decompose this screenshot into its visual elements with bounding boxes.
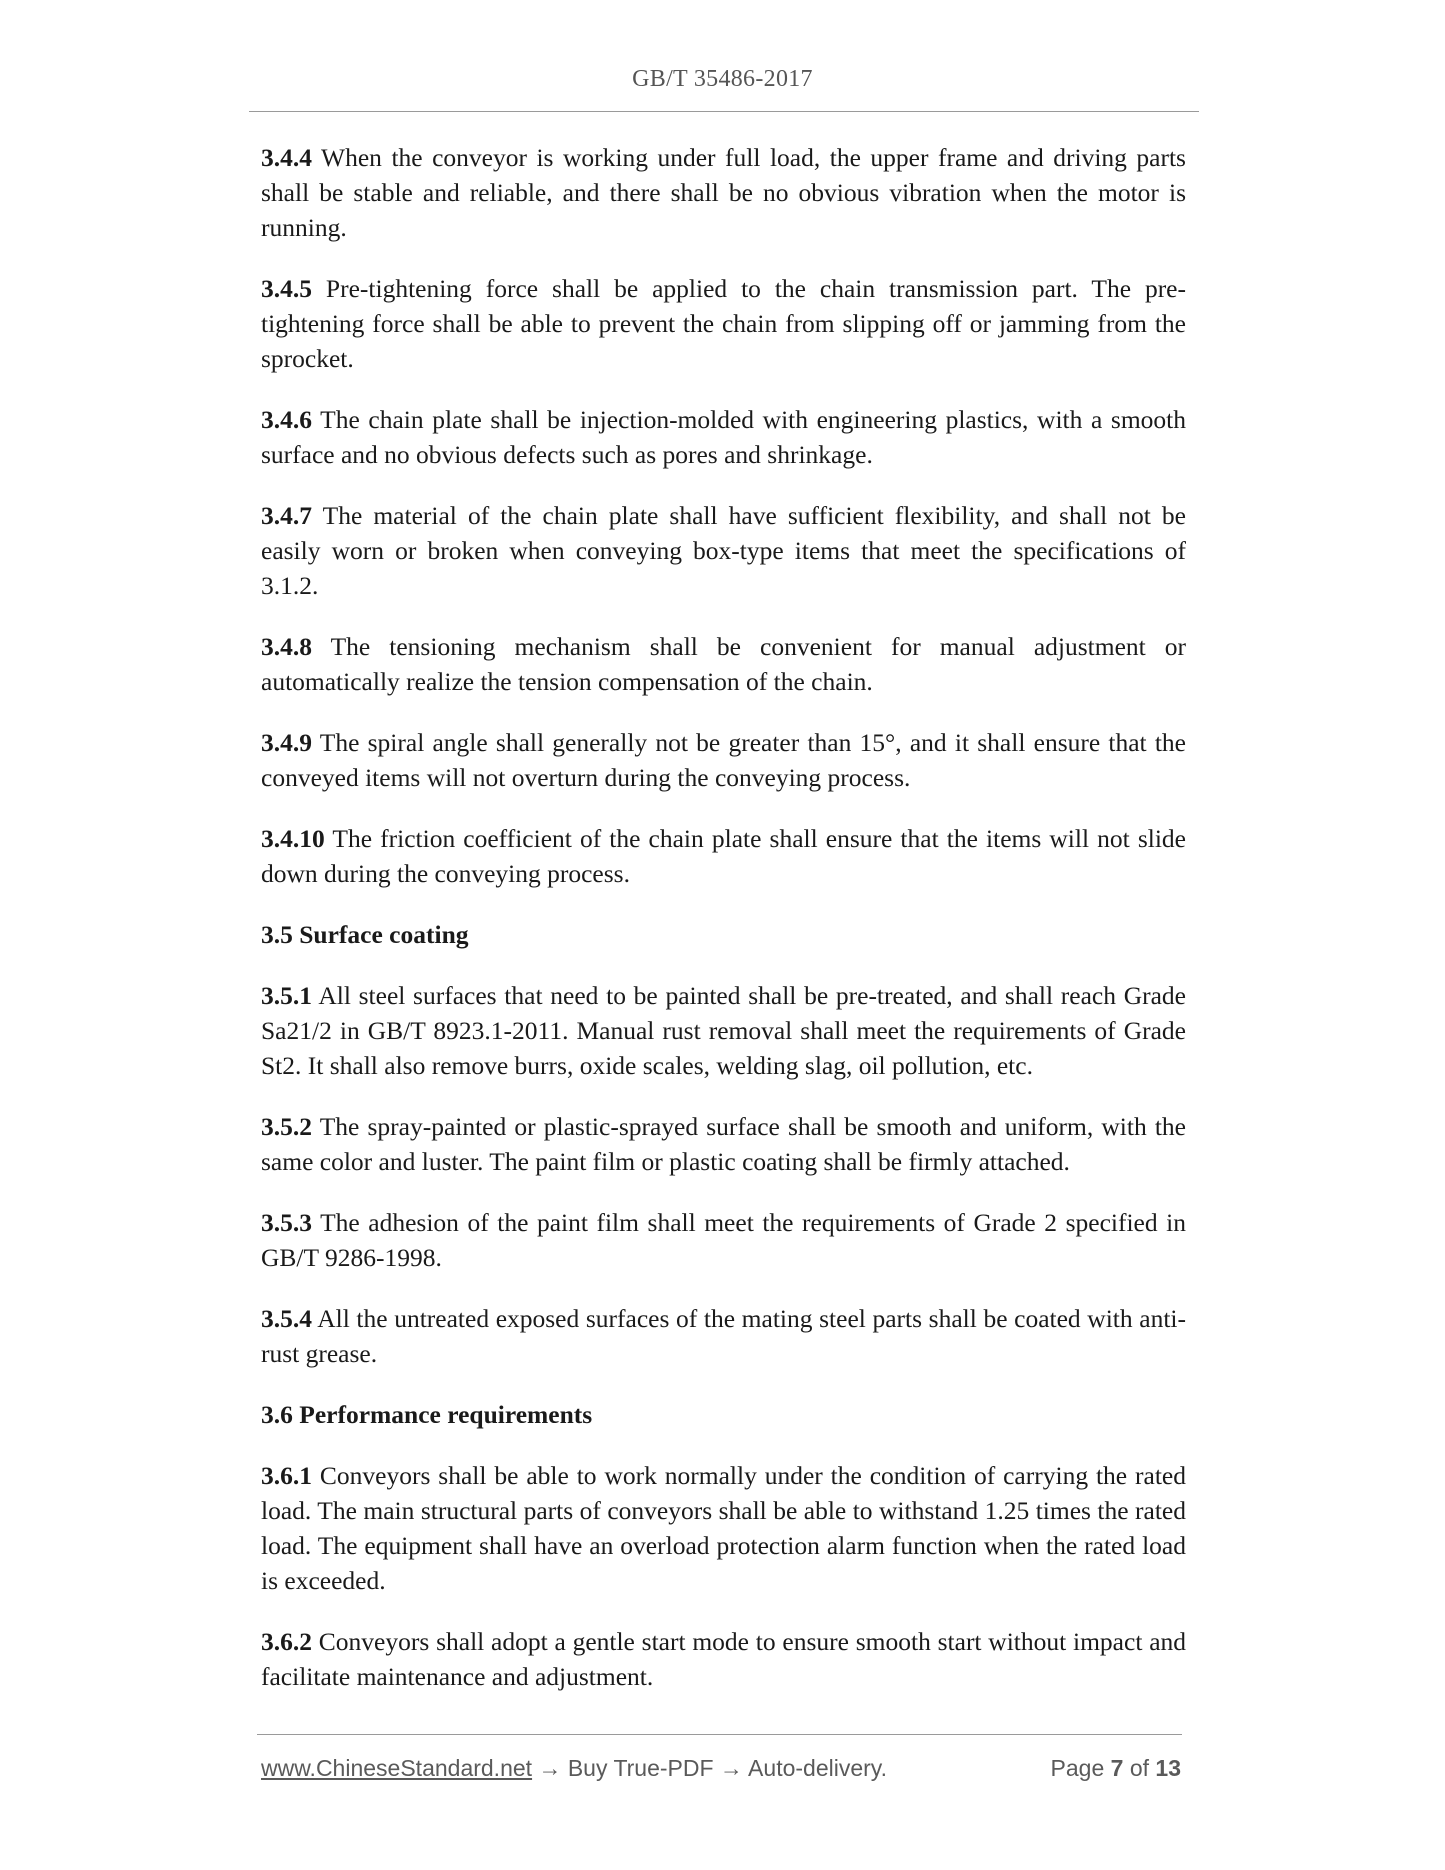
clause-3-4-6 bbox=[261, 402, 1186, 472]
clause-text: Conveyors shall adopt a gentle start mode to ensure smooth start without impact and facilitate maintenance and adjustment. bbox=[261, 1627, 1187, 1691]
clause-number: 3.4.5 bbox=[261, 274, 312, 303]
clause-3-6-1 bbox=[261, 1458, 1186, 1598]
clause-text: Conveyors shall be able to work normally under the condition of carrying the rated load. The main structural parts of conveyors shall be able to withstand 1.25 times the rated load. The equipment shall have an overload protection alarm function when the rated load is exceeded. bbox=[261, 1461, 1186, 1595]
section-heading-3-6: 3.6 Performance requirements bbox=[261, 1400, 593, 1429]
clause-text: All steel surfaces that need to be painted shall be pre-treated, and shall reach Grade Sa21/2 in GB/T 8923.1-2011. Manual rust removal shall meet the requirements of Grade St2. It shall also remove burrs, oxide scales, welding slag, oil pollution, etc. bbox=[261, 981, 1187, 1080]
page-indicator bbox=[1051, 1755, 1181, 1782]
clause-number: 3.5.2 bbox=[261, 1112, 312, 1141]
clause-3-5-2 bbox=[261, 1109, 1186, 1179]
running-header: GB/T 35486-2017 bbox=[632, 66, 813, 92]
clause-number: 3.5.1 bbox=[261, 981, 312, 1010]
clause-text: The tensioning mechanism shall be convenient for manual adjustment or automatically realize the tension compensation of the chain. bbox=[261, 632, 1187, 696]
clause-text: When the conveyor is working under full load, the upper frame and driving parts shall be stable and reliable, and there shall be no obvious vibration when the motor is running. bbox=[261, 143, 1186, 242]
clause-3-4-5 bbox=[261, 271, 1186, 376]
clause-3-6-2 bbox=[261, 1624, 1186, 1694]
clause-text: The material of the chain plate shall have sufficient flexibility, and shall not be easily worn or broken when conveying box-type items that meet the specifications of 3.1.2. bbox=[261, 501, 1187, 600]
clause-number: 3.4.10 bbox=[261, 824, 325, 853]
clause-number: 3.6.2 bbox=[261, 1627, 312, 1656]
clause-text: The spiral angle shall generally not be greater than 15°, and it shall ensure that the conveyed items will not overturn during the conveying process. bbox=[261, 728, 1186, 792]
clause-text: The friction coefficient of the chain plate shall ensure that the items will not slide down during the conveying process. bbox=[261, 824, 1186, 888]
clause-text: The chain plate shall be injection-molded with engineering plastics, with a smooth surface and no obvious defects such as pores and shrinkage. bbox=[261, 405, 1186, 469]
clause-3-4-7 bbox=[261, 498, 1186, 603]
clause-3-4-9 bbox=[261, 725, 1186, 795]
clause-3-4-8 bbox=[261, 629, 1186, 699]
footer-tagline: → Buy True-PDF → Auto-delivery. bbox=[532, 1755, 887, 1781]
clause-number: 3.4.9 bbox=[261, 728, 312, 757]
footer-divider bbox=[257, 1734, 1182, 1735]
clause-3-4-4 bbox=[261, 140, 1186, 245]
section-heading-3-5: 3.5 Surface coating bbox=[261, 920, 469, 949]
clause-number: 3.6.1 bbox=[261, 1461, 312, 1490]
current-page-number: 7 bbox=[1110, 1755, 1124, 1781]
clause-text: The spray-painted or plastic-sprayed surface shall be smooth and uniform, with the same color and luster. The paint film or plastic coating shall be firmly attached. bbox=[261, 1112, 1186, 1176]
footer-promo bbox=[261, 1755, 887, 1782]
clause-number: 3.4.8 bbox=[261, 632, 312, 661]
clause-3-5-1 bbox=[261, 978, 1186, 1083]
clause-number: 3.5.4 bbox=[261, 1304, 312, 1333]
website-link[interactable]: www.ChineseStandard.net bbox=[261, 1755, 533, 1781]
clause-number: 3.4.4 bbox=[261, 143, 312, 172]
clause-text: Pre-tightening force shall be applied to the chain transmission part. The pre-tightening force shall be able to prevent the chain from slipping off or jamming from the sprocket. bbox=[261, 274, 1186, 373]
document-body bbox=[261, 140, 1186, 1720]
clause-text: The adhesion of the paint film shall meet the requirements of Grade 2 specified in GB/T 9286-1998. bbox=[261, 1208, 1187, 1272]
clause-number: 3.4.7 bbox=[261, 501, 312, 530]
page-label: Page bbox=[1050, 1755, 1105, 1781]
clause-number: 3.5.3 bbox=[261, 1208, 312, 1237]
clause-3-4-10 bbox=[261, 821, 1186, 891]
clause-3-5-4 bbox=[261, 1301, 1186, 1371]
clause-text: All the untreated exposed surfaces of the mating steel parts shall be coated with anti-rust grease. bbox=[261, 1304, 1186, 1368]
of-label: of bbox=[1129, 1755, 1150, 1781]
clause-3-5-3 bbox=[261, 1205, 1186, 1275]
header-divider bbox=[249, 111, 1199, 112]
total-pages-number: 13 bbox=[1155, 1755, 1181, 1781]
clause-number: 3.4.6 bbox=[261, 405, 312, 434]
